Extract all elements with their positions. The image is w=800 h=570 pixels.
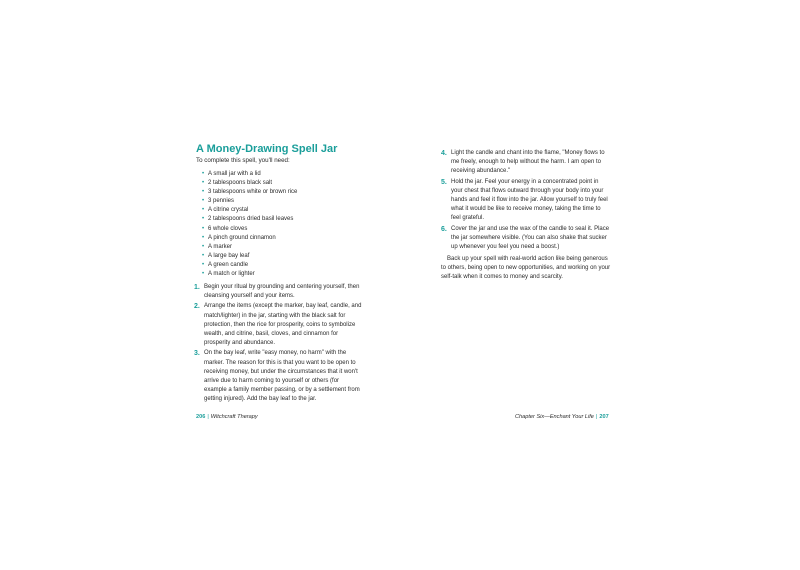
list-item: • 2 tablespoons dried basil leaves <box>202 215 297 224</box>
list-item: • 2 tablespoons black salt <box>202 179 297 188</box>
step-text: Begin your ritual by grounding and centering yourself, then cleansing yourself and your items. <box>204 284 360 300</box>
list-item: • A green candle <box>202 261 297 270</box>
step-4 <box>441 149 611 177</box>
step-number: 2. <box>194 303 200 311</box>
book-title: Witchcraft Therapy <box>210 414 258 420</box>
chapter-title: Chapter Six—Enchant Your Life <box>515 414 594 420</box>
right-page <box>400 0 800 570</box>
step-text: Hold the jar. Feel your energy in a concentrated point in your chest that flows outward through your body into your hands and feel it flow into the jar. Allow yourself to truly feel what it would be like to receive money, taking the time to feel grateful. <box>451 178 608 222</box>
list-item: • 3 tablespoons white or brown rice <box>202 188 297 197</box>
spell-title: A Money-Drawing Spell Jar <box>196 143 338 155</box>
footer-separator: | <box>207 414 209 420</box>
step-1 <box>194 283 362 301</box>
list-item: • A marker <box>202 243 297 252</box>
ingredients-list <box>202 170 297 279</box>
step-number: 1. <box>194 284 200 291</box>
list-item: • A citrine crystal <box>202 206 297 215</box>
step-text: Arrange the items (except the marker, bay leaf, candle, and match/lighter) in the jar, starting with the black salt for protection, then the rice for prosperity, coins to symbolize wealth, and citrine, basil, cloves, and cinnamon for prosperity and abundance. <box>204 303 362 347</box>
step-number: 5. <box>441 178 447 186</box>
step-number: 6. <box>441 225 447 233</box>
list-item: • A match or lighter <box>202 270 297 279</box>
list-item: • A small jar with a lid <box>202 170 297 179</box>
list-item: • 3 pennies <box>202 197 297 206</box>
step-text: Light the candle and chant into the flame, "Money flows to me freely, enough to help without the harm. I am open to receiving abundance." <box>451 150 605 175</box>
steps-list-left <box>194 283 362 406</box>
step-2 <box>194 302 362 348</box>
step-text: On the bay leaf, write "easy money, no harm" with the marker. The reason for this is that you want to be open to receiving money, but under the circumstances that it won't arrive due to harm coming to yourself or others (for example a family member passing, or by a settlement from getting injured). Add the bay leaf to the jar. <box>204 350 360 403</box>
step-number: 3. <box>194 350 200 358</box>
footer-left <box>196 414 258 420</box>
list-item: • 6 whole cloves <box>202 225 297 234</box>
footer-right <box>515 414 609 420</box>
list-item: • A large bay leaf <box>202 252 297 261</box>
page-number: 206 <box>196 414 206 420</box>
step-number: 4. <box>441 150 447 157</box>
list-item: • A pinch ground cinnamon <box>202 234 297 243</box>
step-6 <box>441 225 611 253</box>
step-text: Cover the jar and use the wax of the candle to seal it. Place the jar somewhere visible. (You can also shake that sucker up whenever you feel you need a boost.) <box>451 225 610 251</box>
ingredients-intro: To complete this spell, you'll need: <box>196 157 290 164</box>
step-5 <box>441 178 611 224</box>
step-3 <box>194 349 362 404</box>
steps-list-right <box>441 149 611 253</box>
page-number: 207 <box>599 414 609 420</box>
closing-paragraph: Back up your spell with real-world action like being generous to others, being open to new opportunities, and working on your self-talk when it comes to money and scarcity. <box>441 256 611 281</box>
footer-separator: | <box>595 414 598 420</box>
